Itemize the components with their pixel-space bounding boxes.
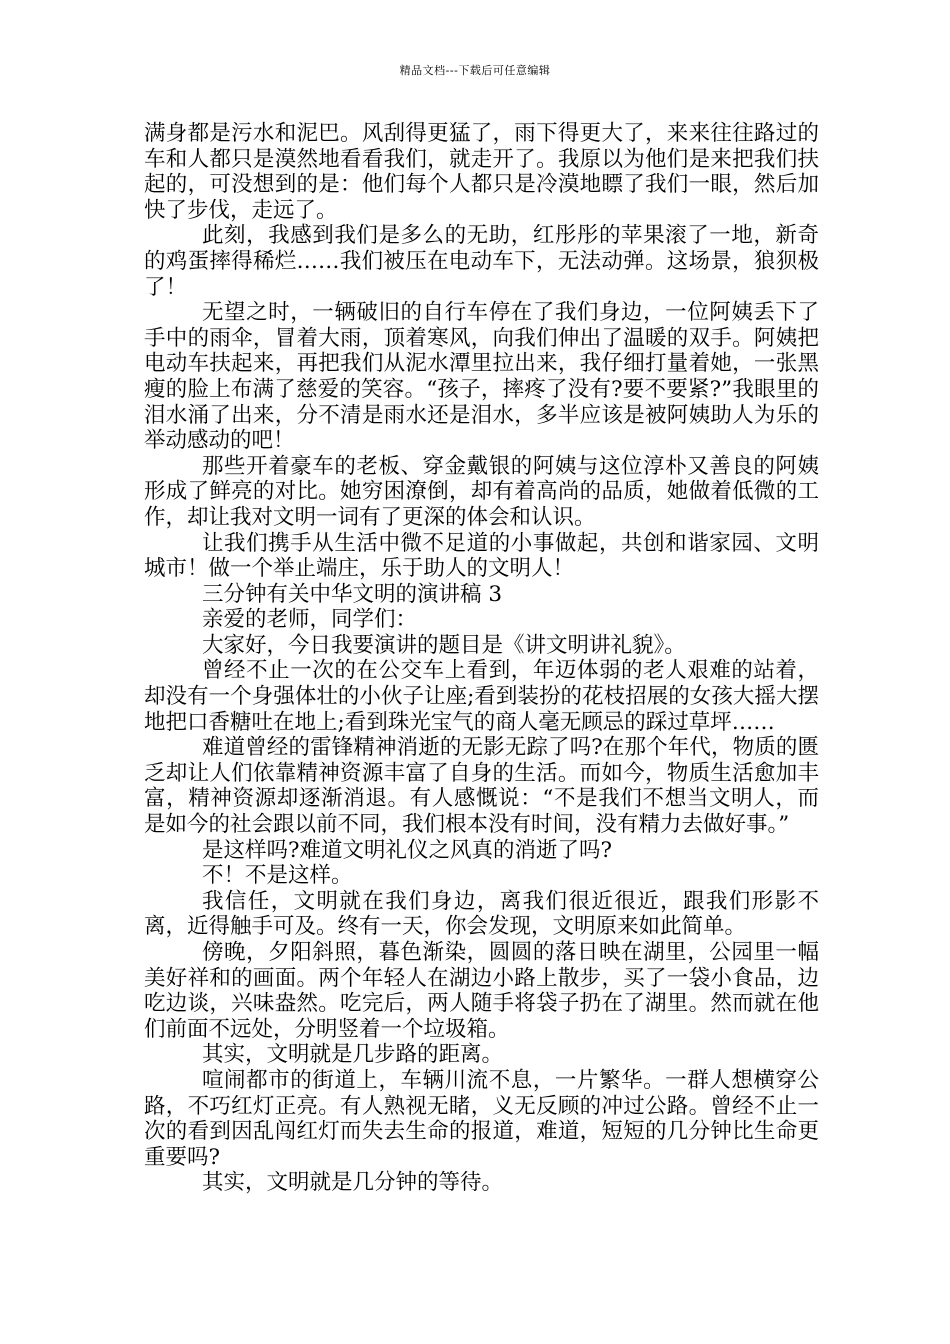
paragraph: 不！不是这样。 <box>202 863 353 889</box>
paragraph: 此刻，我感到我们是多么的无助，红彤彤的苹果滚了一地，新奇的鸡蛋摔得稀烂……我们被压在电动车下，无法动弹。这场景，狼狈极了！ <box>144 223 819 300</box>
paragraph: 傍晚，夕阳斜照，暮色渐染，圆圆的落日映在湖里，公园里一幅美好祥和的画面。两个年轻人在湖边小路上散步，买了一袋小食品，边吃边谈，兴味盎然。吃完后，两人随手将袋子扔在了湖里。然而就在他们前面不远处，分明竖着一个垃圾箱。 <box>144 940 819 1042</box>
paragraph: 喧闹都市的街道上，车辆川流不息，一片繁华。一群人想横穿公路，不巧红灯正亮。有人熟视无睹，义无反顾的冲过公路。曾经不止一次的看到因乱闯红灯而失去生命的报道，难道，短短的几分钟比生命更重要吗? <box>144 1067 819 1170</box>
salutation: 亲爱的老师，同学们： <box>202 607 418 633</box>
paragraph: 无望之时，一辆破旧的自行车停在了我们身边，一位阿姨丢下了手中的雨伞，冒着大雨，顶着寒风，向我们伸出了温暖的双手。阿姨把电动车扶起来，再把我们从泥水潭里拉出来，我仔细打量着她，一张黑瘦的脸上布满了慈爱的笑容。“孩子，摔疼了没有?要不要紧?”我眼里的泪水涌了出来，分不清是雨水还是泪水，多半应该是被阿姨助人为乐的举动感动的吧！ <box>144 300 819 454</box>
section-title: 三分钟有关中华文明的演讲稿 3 <box>202 581 503 607</box>
paragraph: 我信任，文明就在我们身边，离我们很近很近，跟我们形影不离，近得触手可及。终有一天，你会发现，文明原来如此简单。 <box>144 888 819 940</box>
document-body <box>144 121 819 1196</box>
paragraph: 那些开着豪车的老板、穿金戴银的阿姨与这位淳朴又善良的阿姨形成了鲜亮的对比。她穷困潦倒，却有着高尚的品质，她做着低微的工作，却让我对文明一词有了更深的体会和认识。 <box>144 453 819 530</box>
paragraph: 其实，文明就是几分钟的等待。 <box>202 1170 504 1196</box>
paragraph: 满身都是污水和泥巴。风刮得更猛了，雨下得更大了，来来往往路过的车和人都只是漠然地看看我们，就走开了。我原以为他们是来把我们扶起的，可没想到的是：他们每个人都只是冷漠地瞟了我们一眼，然后加快了步伐，走远了。 <box>144 121 819 223</box>
paragraph: 是这样吗?难道文明礼仪之风真的消逝了吗? <box>202 837 613 863</box>
paragraph: 曾经不止一次的在公交车上看到，年迈体弱的老人艰难的站着，却没有一个身强体壮的小伙子让座;看到装扮的花枝招展的女孩大摇大摆地把口香糖吐在地上;看到珠光宝气的商人毫无顾忌的踩过草坪…… <box>144 658 819 735</box>
paragraph: 大家好，今日我要演讲的题目是《讲文明讲礼貌》。 <box>202 632 686 658</box>
paragraph: 让我们携手从生活中微不足道的小事做起，共创和谐家园、文明城市！做一个举止端庄，乐于助人的文明人！ <box>144 530 819 582</box>
page-header: 精品文档---下载后可任意编辑 <box>399 64 551 77</box>
paragraph: 难道曾经的雷锋精神消逝的无影无踪了吗?在那个年代，物质的匮乏却让人们依靠精神资源丰富了自身的生活。而如今，物质生活愈加丰富，精神资源却逐渐消退。有人感慨说：“不是我们不想当文明人，而是如今的社会跟以前不同，我们根本没有时间，没有精力去做好事。” <box>144 735 819 838</box>
paragraph: 其实，文明就是几步路的距离。 <box>202 1042 504 1068</box>
